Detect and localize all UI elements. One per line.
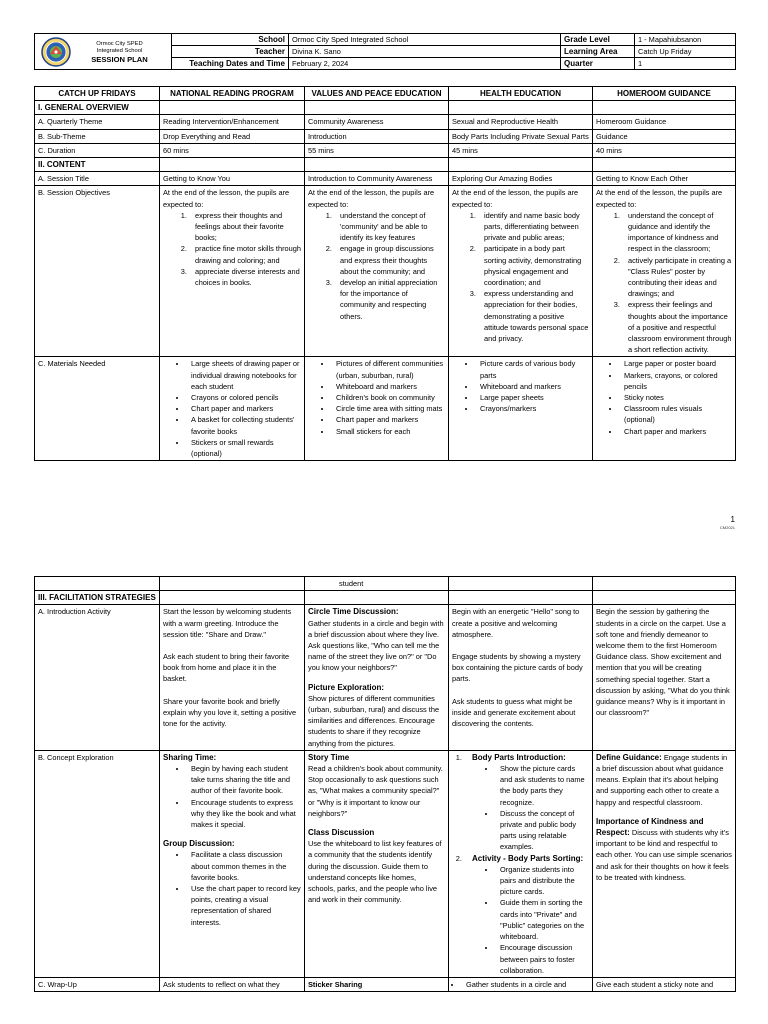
wrap-reading: Ask students to reflect on what they xyxy=(160,977,305,991)
wrap-health xyxy=(449,977,593,991)
page-gap xyxy=(0,545,768,567)
session-plan-table xyxy=(34,86,736,461)
list-item: • Guide them in sorting the cards into "Private" and "Public" categories on the whiteboard. xyxy=(496,897,589,942)
facilitation-table xyxy=(34,576,736,992)
session-title-label: A. Session Title xyxy=(35,172,160,186)
objective-item: 3. express understanding and appreciation for their bodies, demonstrating a positive attitude towards personal space and privacy. xyxy=(478,288,589,344)
objective-item: 3. develop an initial appreciation for the importance of community and respecting others. xyxy=(334,277,445,322)
list-item: • Use the chart paper to record key points, creating a visual representation of shared interests. xyxy=(187,883,301,928)
concept-values-heading1: Story Time xyxy=(308,752,350,762)
quarterly-theme-values: Community Awareness xyxy=(305,115,449,129)
material-item: • Classroom rules visuals (optional) xyxy=(620,403,732,425)
intro-values-text2: Show pictures of different communities (urban, suburban, rural) and discuss the similarities and differences. Encourage students to share if they recognize anything from the pictures. xyxy=(308,693,440,748)
objectives-intro: At the end of the lesson, the pupils are expected to: xyxy=(163,188,290,209)
page-number: 1 xyxy=(730,515,735,524)
intro-reading xyxy=(160,605,305,750)
intro-homeroom: Begin the session by gathering the students in a circle on the carpet. Use a soft tone and friendly demeanor to welcome them to the first Homeroom Guidance class. Show excitement and mention that you will be creating something special together. Start a discussion by asking, "What do you think guidance means? Why is it important in our classroom?" xyxy=(593,605,736,750)
intro-values-heading1: Circle Time Discussion xyxy=(308,607,396,617)
materials-reading xyxy=(160,357,305,461)
material-item: • A basket for collecting students' favorite books xyxy=(187,414,301,436)
sub-theme-health: Body Parts Including Private Sexual Parts xyxy=(449,129,593,143)
session-title-homeroom: Getting to Know Each Other xyxy=(593,172,736,186)
concept-reading: Sharing Time: • Begin by having each student take turns sharing the title and author of their favorite book. • Encourage students to express why they like the book and what makes it special. Group Discussion: • Facilitate a class discussion about common themes in the favorite books. • Use the chart paper to record key points, creating a visual representation of shared interests. xyxy=(160,750,305,977)
concept-homeroom-heading1: Define Guidance xyxy=(596,752,660,762)
wrap-up-label: C. Wrap-Up xyxy=(35,977,160,991)
list-item: • Gather students in a circle and xyxy=(462,979,589,990)
objective-item: 2. participate in a body part sorting activity, demonstrating physical engagement and coordination; and xyxy=(478,243,589,288)
intro-health-p2: Engage students by showing a mystery box containing the picture cards of body parts. xyxy=(452,652,583,684)
material-item: • Small stickers for each xyxy=(332,426,445,437)
wrap-values-heading: Sticker Sharing xyxy=(305,977,449,991)
duration-reading: 60 mins xyxy=(160,143,305,157)
col-values: VALUES AND PEACE EDUCATION xyxy=(305,87,449,101)
objectives-intro: At the end of the lesson, the pupils are expected to: xyxy=(308,188,435,209)
school-label: School xyxy=(172,34,289,46)
concept-health-heading1: Body Parts Introduction xyxy=(472,752,564,762)
duration-label: C. Duration xyxy=(35,143,160,157)
material-item: • Crayons/markers xyxy=(476,403,589,414)
quarterly-theme-label: A. Quarterly Theme xyxy=(35,115,160,129)
material-item: • Large paper or poster board xyxy=(620,358,732,369)
session-title-values: Introduction to Community Awareness xyxy=(305,172,449,186)
material-item: • Circle time area with sitting mats xyxy=(332,403,445,414)
session-title-reading: Getting to Know You xyxy=(160,172,305,186)
intro-reading-p3: Share your favorite book and briefly explain why you love it, setting a positive tone for the activity. xyxy=(163,696,297,729)
duration-homeroom: 40 mins xyxy=(593,143,736,157)
objectives-values xyxy=(305,186,449,357)
concept-values xyxy=(305,750,449,977)
material-item: • Pictures of different communities (urban, suburban, rural) xyxy=(332,358,445,380)
grade-level-value: 1 - Mapahiubsanon xyxy=(635,34,736,46)
objective-item: 2. actively participate in creating a "Class Rules" poster by contributing their ideas and drawings; and xyxy=(622,255,732,300)
material-item: • Markers, crayons, or colored pencils xyxy=(620,370,732,392)
intro-values-text1: Gather students in a circle and begin with a brief discussion about where they live. Ask questions like, "Who can tell me the name of the street they live on?" or "Do you know your neighbors?" xyxy=(308,618,444,673)
wrap-homeroom: Give each student a sticky note and xyxy=(593,977,736,991)
list-item: • Discuss the concept of private and public body parts using relatable examples. xyxy=(496,808,589,853)
school-name-line2: Integrated School xyxy=(96,47,143,54)
material-item: • Picture cards of various body parts xyxy=(476,358,589,380)
teacher-label: Teacher xyxy=(172,46,289,58)
page-code: CM2021 xyxy=(719,525,735,530)
list-item: • Organize students into pairs and distribute the picture cards. xyxy=(496,864,589,898)
doc-title: SESSION PLAN xyxy=(91,54,148,64)
objective-item: 1. understand the concept of 'community' and be able to identify its key features xyxy=(334,210,445,244)
intro-reading-p2: Ask each student to bring their favorite book from home and place it in the basket. xyxy=(163,652,290,684)
school-name-line1: Ormoc City SPED xyxy=(96,40,143,47)
objective-item: 1. express their thoughts and feelings about their favorite books; xyxy=(189,210,301,244)
header-table xyxy=(34,33,736,70)
material-item: • Large paper sheets xyxy=(476,392,589,403)
col-health: HEALTH EDUCATION xyxy=(449,87,593,101)
quarter-value: 1 xyxy=(635,58,736,70)
quarter-label: Quarter xyxy=(561,58,635,70)
objective-item: 2. engage in group discussions and express their thoughts about the community; and xyxy=(334,243,445,277)
concept-values-text2: Use the whiteboard to list key features of a community that the students identify during the discussion. Guide them to understand concepts like homes, schools, parks, and the people who live and work in their community. xyxy=(308,839,442,905)
concept-homeroom: Define Guidance: Engage students in a brief discussion about what guidance means. Explain that it's about helping and supporting each other to create a happy and respectful classroom. Importance of Kindness and Respect: Discuss with students why it's important to be kind and respectful to each other. You can use simple scenarios and ask for their thoughts on how it feels to be treated with kindness. xyxy=(593,750,736,977)
list-item: • Begin by having each student take turns sharing the title and author of their favorite book. xyxy=(187,763,301,797)
objectives-label: B. Session Objectives xyxy=(35,186,160,357)
material-item: • Chart paper and markers xyxy=(332,414,445,425)
materials-homeroom xyxy=(593,357,736,461)
material-item: • Chart paper and markers xyxy=(620,426,732,437)
objective-item: 1. identify and name basic body parts, differentiating between private and public areas; xyxy=(478,210,589,244)
materials-values xyxy=(305,357,449,461)
dates-label: Teaching Dates and Time xyxy=(172,58,289,70)
duration-health: 45 mins xyxy=(449,143,593,157)
intro-health-p3: Ask students to guess what might be inside and generate excitement about discovering the contents. xyxy=(452,696,576,729)
section-content: II. CONTENT xyxy=(35,158,160,172)
objective-item: 3. appreciate diverse interests and choices in books. xyxy=(189,266,301,288)
sub-theme-values: Introduction xyxy=(305,129,449,143)
objective-item: 2. practice fine motor skills through drawing and coloring; and xyxy=(189,243,301,265)
objectives-intro: At the end of the lesson, the pupils are expected to: xyxy=(452,188,579,209)
col-homeroom: HOMEROOM GUIDANCE xyxy=(593,87,736,101)
intro-values-heading2: Picture Exploration xyxy=(308,682,382,692)
concept-homeroom-text2: Discuss with students why it's important to be kind and respectful to each other. You can use simple scenarios and ask for their thoughts on how it feels to be treated with kindness. xyxy=(596,828,732,882)
section-general-overview: I. GENERAL OVERVIEW xyxy=(35,101,160,115)
quarterly-theme-health: Sexual and Reproductive Health xyxy=(449,115,593,129)
list-item: • Encourage students to express why they like the book and what makes it special. xyxy=(187,797,301,831)
material-item: • Whiteboard and markers xyxy=(476,381,589,392)
objectives-intro: At the end of the lesson, the pupils are expected to: xyxy=(596,188,723,209)
material-item: • Whiteboard and markers xyxy=(332,381,445,392)
intro-reading-p1: Start the lesson by welcoming students with a warm greeting. Introduce the session title: "Share and Draw." xyxy=(163,607,292,639)
list-item: • Facilitate a class discussion about common themes in the favorite books. xyxy=(187,849,301,883)
continued-text: student xyxy=(305,577,449,591)
quarterly-theme-homeroom: Homeroom Guidance xyxy=(593,115,736,129)
concept-reading-heading1: Sharing Time xyxy=(163,752,214,762)
duration-values: 55 mins xyxy=(305,143,449,157)
concept-values-heading2: Class Discussion xyxy=(308,828,375,838)
concept-reading-heading2: Group Discussion xyxy=(163,839,232,849)
intro-health xyxy=(449,605,593,750)
material-item: • Crayons or colored pencils xyxy=(187,392,301,403)
quarterly-theme-reading: Reading Intervention/Enhancement xyxy=(160,115,305,129)
intro-activity-label: A. Introduction Activity xyxy=(35,605,160,750)
materials-label: C. Materials Needed xyxy=(35,357,160,461)
learning-area-label: Learning Area xyxy=(561,46,635,58)
school-logo-cell xyxy=(35,34,172,70)
objectives-reading xyxy=(160,186,305,357)
intro-values: Circle Time Discussion: Gather students in a circle and begin with a brief discussion about where they live. Ask questions like, "Who can tell me the name of the street they live on?" or "Do you know your neighbors?" Picture Exploration: Show pictures of different communities (urban, suburban, rural) and discuss the similarities and differences. Encourage students to share if they recognize anything from the pictures. xyxy=(305,605,449,750)
concept-health: 1. Body Parts Introduction: • Show the picture cards and ask students to name the body parts they recognize. • Discuss the concept of private and public body parts using relatable examples. 2. Activity - Body Parts Sorting: • Organize students into pairs and distribute the picture cards. • Guide them in sorting the cards into "Private" and "Public" categories on the whiteboard. • Encourage discussion between pairs to foster collaboration. xyxy=(449,750,593,977)
objectives-homeroom xyxy=(593,186,736,357)
list-item: • Show the picture cards and ask students to name the body parts they recognize. xyxy=(496,763,589,808)
concept-homeroom-heading2: Importance of Kindness and Respect xyxy=(596,816,704,838)
sub-theme-label: B. Sub-Theme xyxy=(35,129,160,143)
list-item: • Encourage discussion between pairs to foster collaboration. xyxy=(496,942,589,976)
sub-theme-reading: Drop Everything and Read xyxy=(160,129,305,143)
material-item: • Stickers or small rewards (optional) xyxy=(187,437,301,459)
concept-homeroom-text1: Engage students in a brief discussion about what guidance means. Explain that it's about helping and supporting each other to create a happy and respectful classroom. xyxy=(596,752,728,807)
concept-values-text1: Read a children's book about community. Stop occasionally to ask questions such as, "What makes a community special?" or "Why is it important to know our neighbors?" xyxy=(308,764,443,818)
material-item: • Large sheets of drawing paper or individual drawing notebooks for each student xyxy=(187,358,301,392)
learning-area-value: Catch Up Friday xyxy=(635,46,736,58)
school-value: Ormoc City Sped Integrated School xyxy=(289,34,561,46)
materials-health xyxy=(449,357,593,461)
concept-exploration-label: B. Concept Exploration xyxy=(35,750,160,977)
session-title-health: Exploring Our Amazing Bodies xyxy=(449,172,593,186)
sub-theme-homeroom: Guidance xyxy=(593,129,736,143)
col-reading: NATIONAL READING PROGRAM xyxy=(160,87,305,101)
grade-level-label: Grade Level xyxy=(561,34,635,46)
intro-health-p1: Begin with an energetic "Hello" song to create a positive and welcoming atmosphere. xyxy=(452,607,580,639)
objective-item: 3. express their feelings and thoughts about the importance of a positive and respectful classroom environment through a short reflection activity. xyxy=(622,299,732,355)
school-seal-icon xyxy=(41,37,71,67)
material-item: • Children's book on community xyxy=(332,392,445,403)
concept-health-heading2: Activity - Body Parts Sorting xyxy=(472,853,581,863)
col-catch-up: CATCH UP FRIDAYS xyxy=(35,87,160,101)
material-item: • Chart paper and markers xyxy=(187,403,301,414)
objectives-health xyxy=(449,186,593,357)
teacher-value: Divina K. Sano xyxy=(289,46,561,58)
section-facilitation: III. FACILITATION STRATEGIES xyxy=(35,591,160,605)
dates-value: February 2, 2024 xyxy=(289,58,561,70)
objective-item: 1. understand the concept of guidance and identify the importance of kindness and respect in the classroom; xyxy=(622,210,732,255)
material-item: • Sticky notes xyxy=(620,392,732,403)
